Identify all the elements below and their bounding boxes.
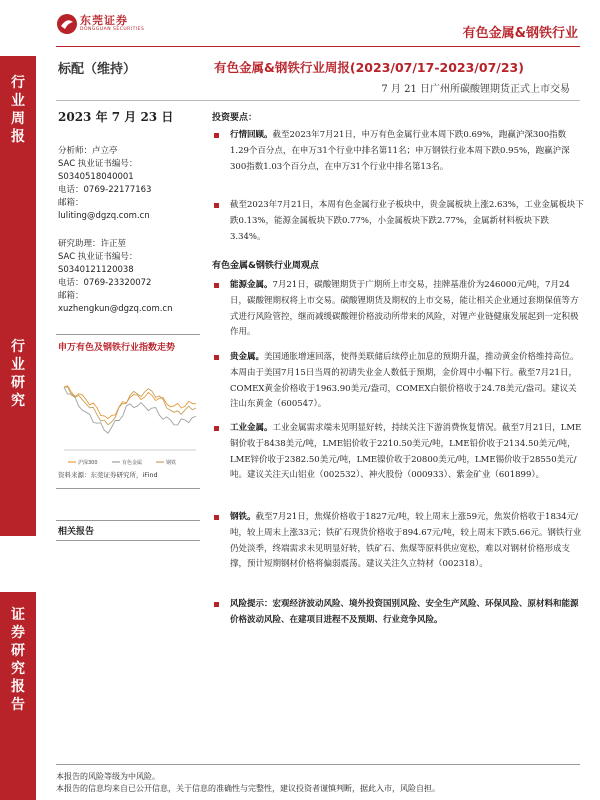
bullet-text: 截至2023年7月21日，申万有色金属行业本周下跌0.69%，跑赢沪深300指数1.29个百分点，在申万31个行业中排名第11名；申万钢铁行业本周下跌0.95%，跑赢沪深300指数1.03个百分点，在申万31个行业中排名第13名。 xyxy=(230,130,570,172)
sidebar-char: 周 xyxy=(11,111,25,127)
report-subtitle: 7 月 21 日广州所碳酸锂期货正式上市交易 xyxy=(381,84,570,95)
legend-label: 有色金属 xyxy=(122,460,143,466)
analyst-name: 分析师：卢立亭 xyxy=(58,146,118,156)
assistant-phone: 电话：0769-23320072 xyxy=(58,278,152,288)
bullet-text: 工业金属需求端未见明显好转，持续关注下游消费恢复情况。截至7月21日，LME铜价收于8438美元/吨，LME铝价收于2210.50美元/吨，LME铅价收于2134.50美元/吨，LME锌价收于2382.50美元/吨，LME镍价收于20800美元/吨，LME锡价收于28550美元/吨。建议关注天山铝业（002532）、神火股份（000933）、紫金矿业（601899）。 xyxy=(230,423,582,481)
views-head: 有色金属&钢铁行业周观点 xyxy=(212,261,319,271)
sidebar-char: 究 xyxy=(11,393,25,409)
legend-label: 沪深300 xyxy=(78,460,98,466)
report-date: 2023 年 7 月 23 日 xyxy=(58,110,174,124)
bullet-head: 钢铁。 xyxy=(230,512,256,522)
related-reports-head: 相关报告 xyxy=(58,527,95,537)
bullet-icon xyxy=(214,203,219,208)
sidebar xyxy=(0,56,36,800)
chart-source: 资料来源：东莞证券研究所，iFind xyxy=(58,471,158,479)
sidebar-char: 究 xyxy=(11,661,25,677)
bullet-icon xyxy=(214,283,219,288)
title-rule xyxy=(56,100,580,101)
sidebar-block-research xyxy=(0,326,36,536)
report-title: 有色金属&钢铁行业周报(2023/07/17-2023/07/23) xyxy=(214,60,524,75)
bullet-precious-metals xyxy=(212,350,584,413)
assistant-name: 研究助理：许正堃 xyxy=(58,239,127,249)
bullet-head: 贵金属。 xyxy=(230,352,265,362)
bullet-icon xyxy=(214,426,219,431)
bullet-head: 行情回顾。 xyxy=(230,130,273,140)
chart-title: 申万有色及钢铁行业指数走势 xyxy=(58,343,176,353)
sidebar-char: 研 xyxy=(11,643,25,659)
bullet-subsector xyxy=(212,198,584,245)
assistant-email-label: 邮箱： xyxy=(58,291,84,301)
bullet-steel xyxy=(212,510,584,573)
logo-icon xyxy=(56,13,78,35)
footer-risk-level: 本报告的风险等级为中风险。 xyxy=(56,772,160,781)
analyst-cert-label: SAC 执业证书编号： xyxy=(58,159,138,169)
assistant-cert-label: SAC 执业证书编号： xyxy=(58,252,138,262)
sidebar-char: 研 xyxy=(11,375,25,391)
bullet-head: 风险提示： xyxy=(230,599,273,609)
header-rule xyxy=(56,46,580,47)
bullet-text: 宏观经济波动风险、境外投资国别风险、安全生产风险、环保风险、原材料和能源价格波动风险、在建项目进程不及预期、行业竞争风险。 xyxy=(230,599,579,625)
key-points-head: 投资要点： xyxy=(212,113,258,123)
bullet-icon xyxy=(214,355,219,360)
analyst-phone: 电话：0769-22177163 xyxy=(58,185,152,195)
bullet-risk xyxy=(212,597,584,629)
analyst-info xyxy=(58,145,198,223)
bullet-icon xyxy=(214,515,219,520)
analyst-cert: S0340518040001 xyxy=(58,172,134,182)
bullet-head: 能源金属。 xyxy=(230,280,273,290)
sidebar-block-report xyxy=(0,592,36,800)
related-rule-bottom xyxy=(56,540,200,541)
sidebar-char: 行 xyxy=(11,339,25,355)
rating: 标配（维持） xyxy=(58,62,137,77)
series-line-1 xyxy=(64,387,196,433)
analyst-email[interactable]: luliting@dgzq.com.cn xyxy=(58,211,150,221)
sidebar-char: 行 xyxy=(11,75,25,91)
sidebar-char: 告 xyxy=(11,697,25,713)
logo-text: 东莞证券 xyxy=(80,14,128,27)
sidebar-char: 业 xyxy=(11,357,25,373)
bullet-icon xyxy=(214,133,219,138)
bullet-text: 截至2023年7月21日，本周有色金属行业子板块中，贵金属板块上涨2.63%，工业金属板块下跌0.13%，能源金属板块下跌0.77%，小金属板块下跌2.77%，金属新材料板块下跌3.34%。 xyxy=(230,200,584,242)
bullet-market-review xyxy=(212,128,584,175)
legend-label: 钢铁 xyxy=(166,460,177,466)
chart-svg xyxy=(58,358,200,470)
related-rule-top xyxy=(56,520,200,521)
bullet-industrial-metals xyxy=(212,421,584,484)
bullet-text: 7月21日，碳酸锂期货于广期所上市交易，挂牌基准价为246000元/吨，7月24日，碳酸锂期权将上市交易。碳酸锂期货及期权的上市交易，能让相关企业通过套期保值等方式进行风险管控，继而减缓碳酸锂价格波动所带来的风险，对锂产业链健康发展起到一定积极作用。 xyxy=(230,280,579,338)
bullet-energy-metals xyxy=(212,278,584,341)
series-line-2 xyxy=(64,387,196,425)
bullet-icon xyxy=(214,602,219,607)
chart-rule-bottom xyxy=(56,488,200,489)
bullet-head: 工业金属。 xyxy=(230,423,273,433)
logo-subtext: DONGGUAN SECURITIES xyxy=(80,27,145,32)
index-trend-chart xyxy=(58,358,200,470)
sidebar-char: 报 xyxy=(11,129,25,145)
bullet-text: 美国通胀增速回落，使得美联储后续停止加息的预期升温，推动黄金价格维持高位。本周由于美国7月15日当周的初请失业金人数低于预期，金价周中小幅下行。截至7月21日，COMEX黄金价格收于1963.90美元/盎司，COMEX白银价格收于24.78美元/盎司。建议关注山东黄金（600547）。 xyxy=(230,352,579,410)
sidebar-char: 业 xyxy=(11,93,25,109)
industry-label: 有色金属&钢铁行业 xyxy=(462,26,578,41)
assistant-cert: S0340121120038 xyxy=(58,265,134,275)
analyst-email-label: 邮箱： xyxy=(58,198,84,208)
sidebar-char: 报 xyxy=(11,679,25,695)
chart-rule-top xyxy=(56,334,200,335)
bullet-text: 截至7月21日，焦煤价格收于1827元/吨，较上周末上涨59元，焦炭价格收于1834元/吨，较上周末上涨33元；铁矿石现货价格收于894.67元/吨，较上周末下跌5.66元。钢铁行业仍处淡季，终端需求未见明显好转，铁矿石、焦煤等原料供应宽松，难以对钢材价格形成支撑，预计短期钢材价格将偏弱震荡。建议关注久立特材（002318）。 xyxy=(230,512,582,570)
sidebar-block-weekly xyxy=(0,56,36,346)
series-line-0 xyxy=(64,386,196,419)
footer xyxy=(56,764,580,795)
sidebar-char: 证 xyxy=(11,607,25,623)
assistant-email[interactable]: xuzhengkun@dgzq.com.cn xyxy=(58,304,173,314)
footer-disclaimer: 本报告的信息均来自已公开信息，关于信息的准确性与完整性，建议投资者谨慎判断，据此入市，风险自担。 xyxy=(56,784,440,793)
sidebar-char: 券 xyxy=(11,625,25,641)
assistant-info xyxy=(58,238,198,316)
